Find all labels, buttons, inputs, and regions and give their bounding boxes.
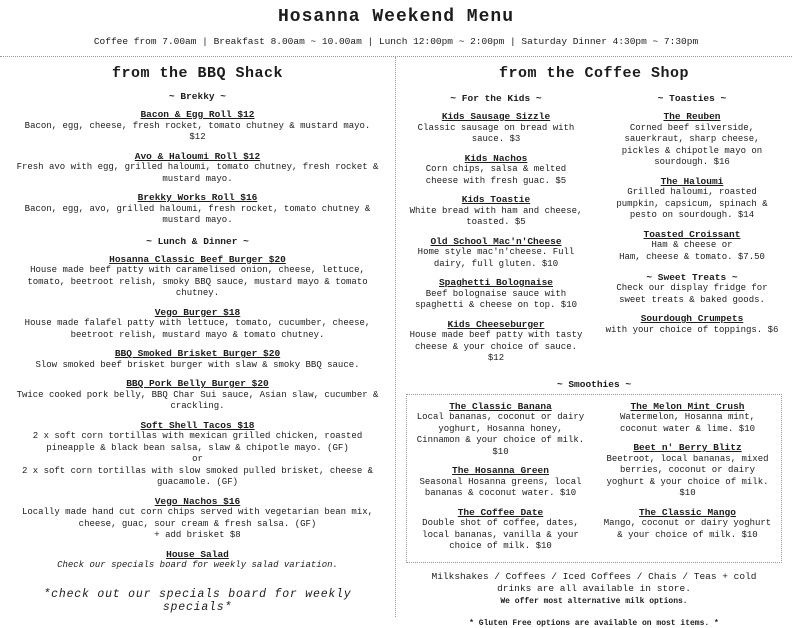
item-name: The Haloumi bbox=[660, 175, 724, 187]
item-desc-line: 2 x soft corn tortillas with slow smoked pulled brisket, cheese & guacamole. (GF) bbox=[21, 465, 374, 487]
item-desc-line: Slow smoked beef brisket burger with slaw & smoky BBQ sauce. bbox=[35, 359, 360, 370]
menu-schedule: Coffee from 7.00am | Breakfast 8.00am ~ 10.00am | Lunch 12:00pm ~ 2:00pm | Saturday Dinner 4:30pm ~ 7:30pm bbox=[93, 36, 699, 47]
sweet-treats-note: Check our display fridge for sweet treats & baked goods. bbox=[616, 283, 768, 305]
smoothies-box bbox=[406, 394, 782, 563]
gluten-free-note: * Gluten Free options are available on most items. * bbox=[469, 618, 719, 628]
item-name: The Coffee Date bbox=[457, 506, 544, 518]
kids-section bbox=[398, 84, 594, 372]
coffee-shop-title: from the Coffee Shop bbox=[498, 65, 690, 82]
smoothies-heading: ~ Smoothies ~ bbox=[556, 378, 632, 390]
toasties-heading: ~ Toasties ~ bbox=[657, 93, 727, 104]
item-kids-cheeseburger bbox=[408, 319, 584, 365]
item-name: Kids Sausage Sizzle bbox=[441, 111, 551, 122]
drinks-availability-note: Milkshakes / Coffees / Iced Coffees / Chais / Teas + cold drinks are all available in store. bbox=[431, 570, 757, 594]
item-name: BBQ Pork Belly Burger $20 bbox=[126, 378, 269, 389]
item-name: The Reuben bbox=[663, 111, 721, 122]
item-desc-line: 2 x soft corn tortillas with mexican grilled chicken, roasted pineapple & black bean salsa, slaw & chipotle mayo. (GF) bbox=[32, 431, 363, 453]
item-desc-line: Double shot of coffee, dates, local bananas, vanilla & your choice of milk. $10 bbox=[422, 518, 579, 551]
item-desc-line: Corned beef silverside, sauerkraut, sharp cheese, pickles & chipotle mayo on sourdough. $16 bbox=[621, 122, 763, 167]
item-desc-line: Ham, cheese & tomato. $7.50 bbox=[619, 251, 765, 262]
item-name: Soft Shell Tacos $18 bbox=[140, 419, 255, 431]
coffee-shop-column bbox=[396, 57, 792, 628]
toasties-section bbox=[594, 84, 790, 372]
item-sourdough-crumpets bbox=[604, 313, 780, 336]
item-hosanna-classic-beef-burger bbox=[10, 254, 385, 300]
menu-header bbox=[0, 0, 792, 47]
item-name: The Classic Mango bbox=[639, 506, 736, 518]
item-desc-line: Local bananas, coconut or dairy yoghurt, Hosanna honey, Cinnamon & your choice of milk. $10 bbox=[416, 412, 585, 457]
item-old-school-mac-n-cheese bbox=[408, 236, 584, 271]
item-desc-line: Beef bolognaise sauce with spaghetti & cheese on top. $10 bbox=[414, 288, 578, 310]
item-name: Kids Cheeseburger bbox=[447, 318, 545, 330]
menu-title: Hosanna Weekend Menu bbox=[277, 7, 515, 27]
item-coffee-date bbox=[415, 507, 586, 553]
item-name: Old School Mac'n'Cheese bbox=[430, 235, 562, 247]
item-classic-mango bbox=[602, 507, 773, 542]
item-desc-line: White bread with ham and cheese, toasted. $5 bbox=[409, 205, 583, 227]
bbq-shack-title: from the BBQ Shack bbox=[111, 65, 284, 82]
item-desc-line: Grilled haloumi, roasted pumpkin, capsicum, spinach & pesto on sourdough. $14 bbox=[616, 187, 768, 220]
coffee-shop-subcolumns bbox=[398, 84, 790, 372]
item-desc-line: + add brisket $8 bbox=[154, 530, 241, 540]
item-avo-haloumi-roll bbox=[10, 151, 385, 186]
item-bacon-egg-roll bbox=[10, 109, 385, 144]
item-desc-line: Bacon, egg, cheese, fresh rocket, tomato chutney & mustard mayo. bbox=[24, 120, 371, 131]
item-kids-toastie bbox=[408, 194, 584, 229]
item-desc-line: Fresh avo with egg, grilled haloumi, tomato chutney, fresh rocket & mustard mayo. bbox=[16, 162, 379, 184]
item-brekky-works-roll bbox=[10, 192, 385, 227]
item-name: The Melon Mint Crush bbox=[630, 400, 745, 412]
item-spaghetti-bolognaise bbox=[408, 277, 584, 312]
item-house-salad bbox=[10, 549, 385, 572]
brekky-heading: ~ Brekky ~ bbox=[168, 91, 226, 102]
item-classic-banana bbox=[415, 401, 586, 459]
bbq-shack-column bbox=[0, 57, 396, 617]
item-name: Brekky Works Roll $16 bbox=[137, 192, 258, 203]
item-desc-line: Corn chips, salsa & melted cheese with fresh guac. $5 bbox=[425, 164, 567, 186]
item-desc-line: Locally made hand cut corn chips served with vegetarian bean mix, cheese, guac, sour cream & fresh salsa. (GF) bbox=[21, 507, 374, 529]
item-desc-line: House made beef patty with tasty cheese & your choice of sauce. $12 bbox=[409, 330, 583, 363]
item-name: House Salad bbox=[166, 548, 229, 560]
item-name: Kids Nachos bbox=[464, 152, 528, 164]
item-kids-sausage-sizzle bbox=[408, 111, 584, 146]
item-vego-nachos bbox=[10, 496, 385, 542]
item-desc-line: or bbox=[192, 454, 203, 464]
item-hosanna-green bbox=[415, 465, 586, 500]
item-desc-line: Beetroot, local bananas, mixed berries, coconut or dairy yoghurt & your choice of milk. $10 bbox=[606, 453, 769, 498]
item-desc-line: Bacon, egg, avo, grilled haloumi, fresh rocket, tomato chutney & mustard mayo. bbox=[24, 203, 371, 225]
sweet-treats-heading: ~ Sweet Treats ~ bbox=[646, 272, 738, 283]
item-kids-nachos bbox=[408, 153, 584, 188]
item-desc-line: Mango, coconut or dairy yoghurt & your choice of milk. $10 bbox=[603, 518, 772, 540]
item-bbq-smoked-brisket-burger bbox=[10, 348, 385, 371]
item-desc-line: Check our specials board for weekly salad variation. bbox=[57, 560, 338, 570]
item-desc-line: Ham & cheese or bbox=[651, 240, 733, 250]
milk-options-note: We offer most alternative milk options. bbox=[500, 596, 688, 606]
smoothies-left-column bbox=[407, 401, 594, 560]
menu-columns bbox=[0, 57, 792, 628]
item-name: BBQ Smoked Brisket Burger $20 bbox=[114, 348, 281, 359]
item-name: Hosanna Classic Beef Burger $20 bbox=[109, 253, 286, 265]
item-desc-line: House made falafel patty with lettuce, tomato, cucumber, cheese, beetroot relish, mustard mayo & tomato chutney. bbox=[24, 318, 371, 340]
item-desc-line: with your choice of toppings. $6 bbox=[605, 324, 779, 335]
item-name: Sourdough Crumpets bbox=[640, 313, 744, 324]
item-desc-line: Classic sausage on bread with sauce. $3 bbox=[417, 122, 575, 144]
item-name: Avo & Haloumi Roll $12 bbox=[134, 150, 261, 162]
item-the-haloumi bbox=[604, 176, 780, 222]
item-desc-line: Twice cooked pork belly, BBQ Char Sui sauce, Asian slaw, cucumber & crackling. bbox=[16, 389, 379, 411]
item-name: Beet n' Berry Blitz bbox=[633, 442, 742, 453]
item-the-reuben bbox=[604, 111, 780, 169]
item-vego-burger bbox=[10, 307, 385, 342]
item-bbq-pork-belly-burger bbox=[10, 378, 385, 413]
smoothies-right-column bbox=[594, 401, 781, 560]
item-beet-n-berry-blitz bbox=[602, 442, 773, 500]
item-desc-line: Seasonal Hosanna greens, local bananas & coconut water. $10 bbox=[419, 476, 582, 498]
item-name: Bacon & Egg Roll $12 bbox=[140, 109, 255, 120]
item-name: Toasted Croissant bbox=[643, 228, 741, 240]
specials-footnote: *check out our specials board for weekly specials* bbox=[43, 587, 352, 614]
item-name: The Classic Banana bbox=[449, 400, 552, 412]
item-soft-shell-tacos bbox=[10, 420, 385, 489]
item-name: Vego Burger $18 bbox=[154, 306, 241, 318]
item-name: Kids Toastie bbox=[461, 194, 531, 205]
item-desc-line: House made beef patty with caramelised onion, cheese, lettuce, tomato, beetroot relish, smoky BBQ sauce, mustard mayo & tomato chutney. bbox=[27, 265, 368, 298]
item-desc-line: $12 bbox=[189, 132, 206, 142]
item-name: Vego Nachos $16 bbox=[154, 495, 241, 507]
kids-heading: ~ For the Kids ~ bbox=[450, 93, 542, 104]
item-toasted-croissant bbox=[604, 229, 780, 264]
item-desc-line: Watermelon, Hosanna mint, coconut water & lime. $10 bbox=[619, 412, 756, 434]
item-name: Spaghetti Bolognaise bbox=[438, 277, 554, 288]
item-desc-line: Home style mac'n'cheese. Full dairy, full gluten. $10 bbox=[417, 247, 575, 269]
item-melon-mint-crush bbox=[602, 401, 773, 436]
item-name: The Hosanna Green bbox=[452, 465, 549, 476]
lunch-dinner-heading: ~ Lunch & Dinner ~ bbox=[146, 235, 249, 247]
